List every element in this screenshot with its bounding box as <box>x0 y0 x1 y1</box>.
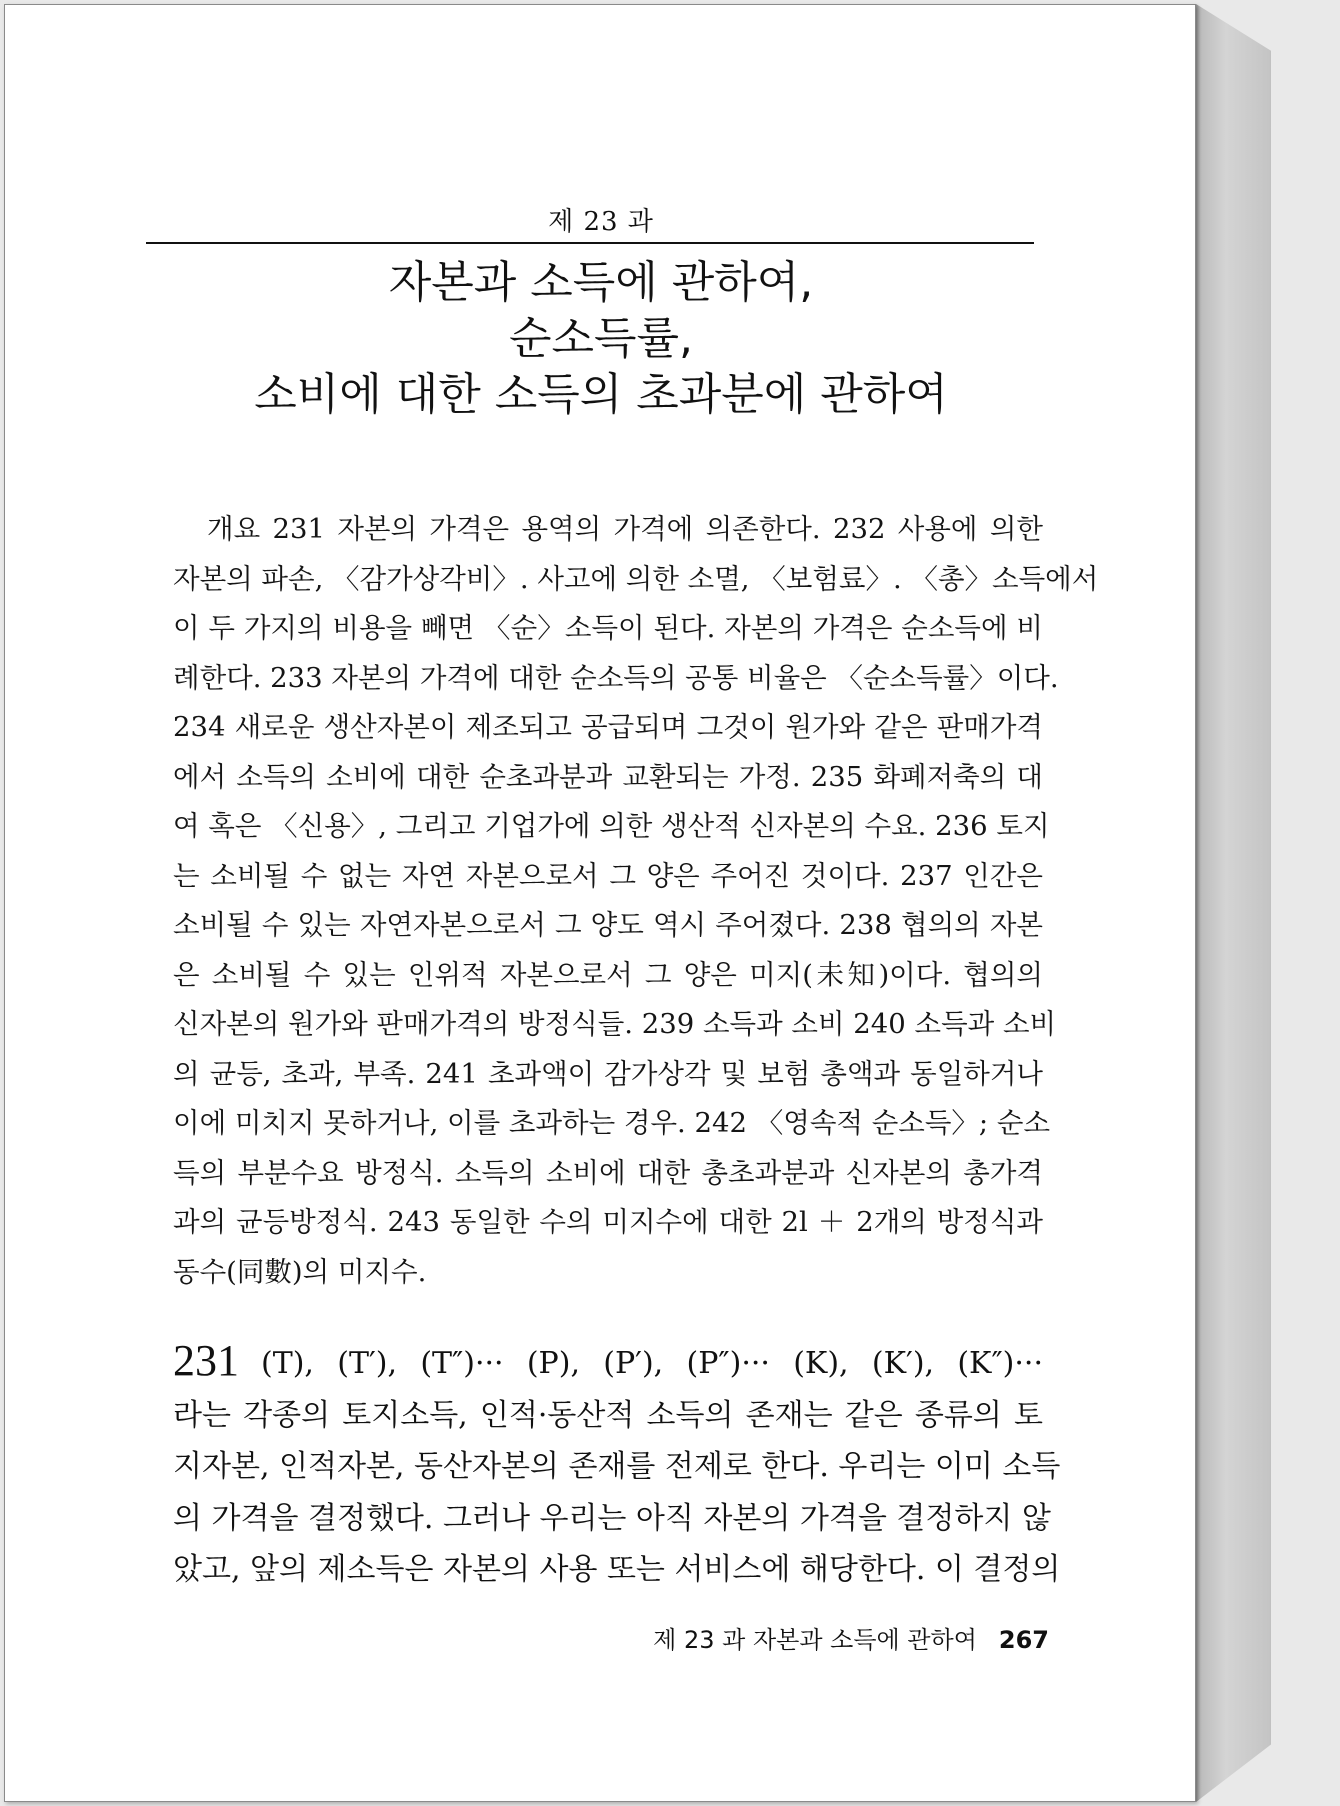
paragraph-number: 231 <box>173 1336 239 1385</box>
body-first-line-text: (T), (T′), (T″)··· (P), (P′), (P″)··· (K), (K′), (K″)··· <box>261 1346 1043 1381</box>
chapter-title <box>5 255 1197 423</box>
body-text <box>173 1335 1061 1596</box>
body-line: 라는 각종의 토지소득, 인적·동산적 소득의 존재는 같은 종류의 토 <box>173 1397 1043 1433</box>
chapter-summary <box>173 505 1099 1297</box>
book-page <box>4 4 1196 1802</box>
summary-line: 자본의 파손, 〈감가상각비〉. 사고에 의한 소멸, 〈보험료〉. 〈총〉소득에서 <box>173 562 1099 595</box>
summary-line: 개요 231 자본의 가격은 용역의 가격에 의존한다. 232 사용에 의한 <box>207 513 1043 545</box>
title-line: 자본과 소득에 관하여, <box>388 257 814 308</box>
body-line: 았고, 앞의 제소득은 자본의 사용 또는 서비스에 해당한다. 이 결정의 <box>173 1552 1061 1587</box>
body-first-line <box>173 1335 1043 1390</box>
page-footer <box>5 1620 1049 1655</box>
summary-line: 신자본의 원가와 판매가격의 방정식들. 239 소득과 소비 240 소득과 소비 <box>173 1008 1057 1040</box>
summary-line: 에서 소득의 소비에 대한 순초과분과 교환되는 가정. 235 화폐저축의 대 <box>173 760 1043 793</box>
title-rule <box>146 242 1034 244</box>
body-line: 지자본, 인적자본, 동산자본의 존재를 전제로 한다. 우리는 이미 소득 <box>173 1449 1061 1484</box>
summary-line: 은 소비될 수 있는 인위적 자본으로서 그 양은 미지(未知)이다. 협의의 <box>173 958 1043 991</box>
summary-line: 례한다. 233 자본의 가격에 대한 순소득의 공통 비율은 〈순소득률〉이다. <box>173 661 1059 694</box>
summary-line: 의 균등, 초과, 부족. 241 초과액이 감가상각 및 보험 총액과 동일하거나 <box>173 1057 1043 1090</box>
summary-line: 여 혹은 〈신용〉, 그리고 기업가에 의한 생산적 신자본의 수요. 236 토지 <box>173 810 1050 842</box>
title-line: 순소득률, <box>508 313 693 364</box>
summary-line: 는 소비될 수 없는 자연 자본으로서 그 양은 주어진 것이다. 237 인간은 <box>173 859 1043 892</box>
page-number: 267 <box>998 1626 1049 1654</box>
running-head: 제 23 과 자본과 소득에 관하여 <box>653 1626 977 1654</box>
summary-line: 동수(同數)의 미지수. <box>173 1255 427 1288</box>
summary-line: 이에 미치지 못하거나, 이를 초과하는 경우. 242 〈영속적 순소득〉; 순소 <box>173 1107 1051 1139</box>
summary-line: 소비될 수 있는 자연자본으로서 그 양도 역시 주어졌다. 238 협의의 자본 <box>173 909 1043 941</box>
summary-line: 과의 균등방정식. 243 동일한 수의 미지수에 대한 2l ＋ 2개의 방정식과 <box>173 1206 1043 1238</box>
lesson-label: 제 23 과 <box>548 207 654 237</box>
book-side-edge <box>1196 4 1271 1802</box>
title-line: 소비에 대한 소득의 초과분에 관하여 <box>254 369 948 420</box>
summary-line: 득의 부분수요 방정식. 소득의 소비에 대한 총초과분과 신자본의 총가격 <box>173 1156 1043 1189</box>
body-line: 의 가격을 결정했다. 그러나 우리는 아직 자본의 가격을 결정하지 않 <box>173 1500 1051 1536</box>
summary-line: 234 새로운 생산자본이 제조되고 공급되며 그것이 원가와 같은 판매가격 <box>173 711 1043 743</box>
summary-line: 이 두 가지의 비용을 빼면 〈순〉소득이 된다. 자본의 가격은 순소득에 비 <box>173 612 1043 644</box>
